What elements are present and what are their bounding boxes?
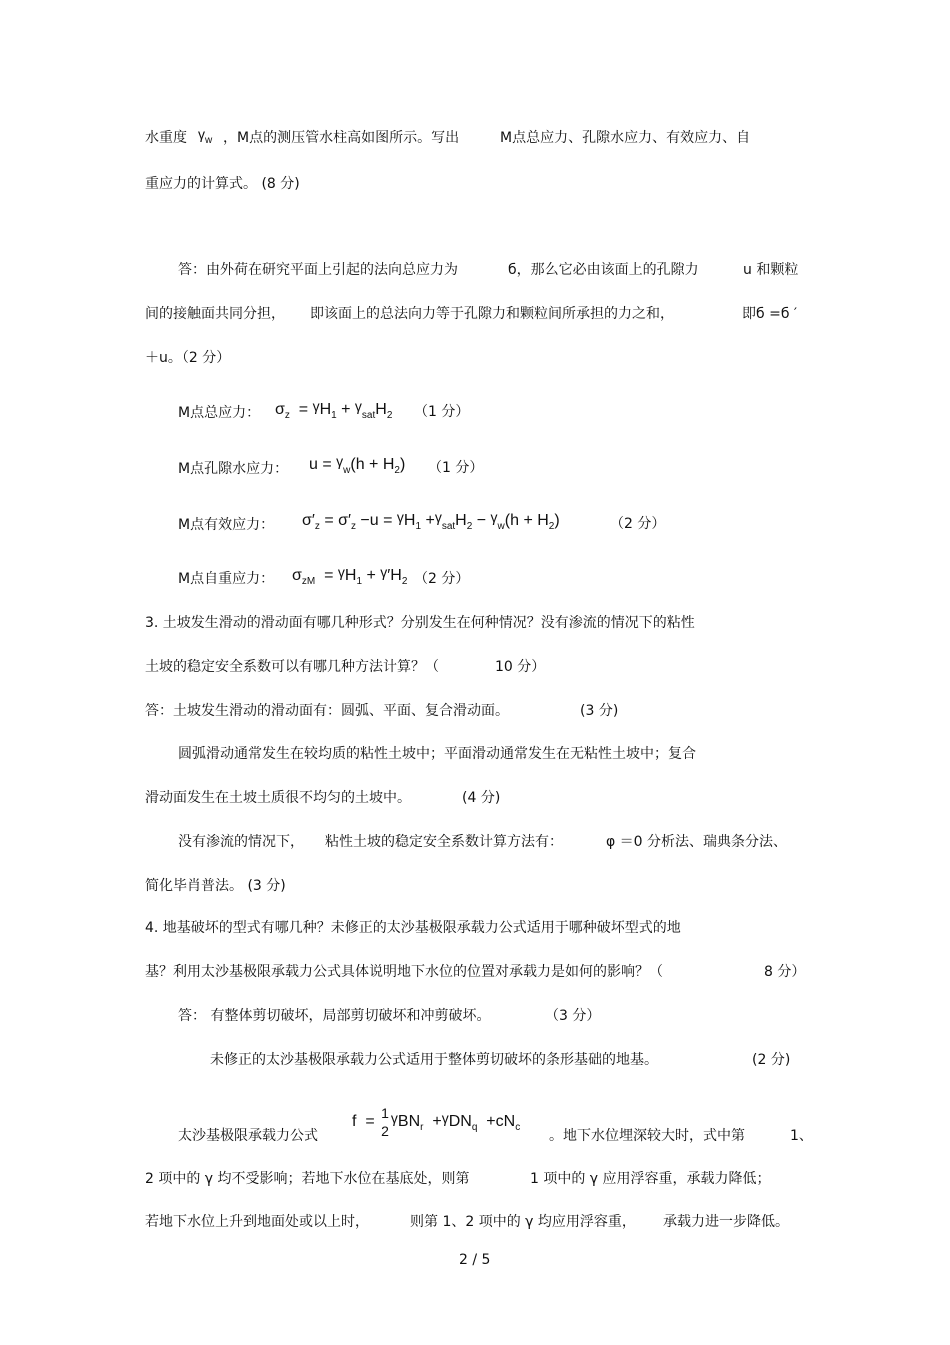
text-line: б，那么它必由该面上的孔隙力 (508, 262, 699, 278)
text-line: 重应力的计算式。 (8 分) (145, 176, 300, 192)
text-line: 答：由外荷在研究平面上引起的法向总应力为 (178, 262, 458, 278)
answer-line: 滑动面发生在土坡土质很不均匀的土坡中。 (145, 790, 411, 806)
answer-line: 简化毕肖普法。 (3 分) (145, 878, 286, 894)
question-line: 土坡的稳定安全系数可以有哪几种方法计算？（ (145, 659, 439, 675)
formula-terzaghi: f = 1 2 $^\gamma BN_r +^\gamma DN_q +cN_c$ (352, 1104, 521, 1139)
fraction-one-half: 1 2 (381, 1104, 389, 1139)
text-line (145, 128, 187, 148)
question-score: 10 分） (495, 659, 546, 675)
text-line: 即该面上的总法向力等于孔隙力和颗粒间所承担的力之和， (310, 306, 674, 322)
formula-label: M点总应力： (178, 405, 261, 421)
answer-line: 太沙基极限承载力公式 (178, 1128, 318, 1144)
formula-total-stress: $\sigma_z = ^\gamma H_1 + ^\gamma_{sat}H_2$ (275, 398, 393, 421)
formula-self-weight-stress: $\sigma_{zM} = ^\gamma H_1 + ^\gamma'H_2$ (292, 564, 408, 587)
text-fragment: ，M点的测压管水柱高如图所示。写出 (223, 130, 460, 146)
formula-score: （2 分） (610, 516, 666, 532)
answer-line: 1 项中的 γ 应用浮容重，承载力降低； (530, 1171, 771, 1187)
answer-score: （3 分） (545, 1008, 601, 1024)
answer-line: 答：土坡发生滑动的滑动面有：圆弧、平面、复合滑动面。 (145, 703, 509, 719)
answer-score: (2 分) (752, 1052, 791, 1068)
formula-label: M点有效应力： (178, 517, 275, 533)
answer-line: φ ＝0 分析法、瑞典条分法、 (606, 834, 788, 850)
answer-line: 2 项中的 γ 均不受影响；若地下水位在基底处，则第 (145, 1171, 470, 1187)
answer-line: 则第 1、2 项中的 γ 均应用浮容重， (410, 1214, 636, 1230)
formula-score: （2 分） (414, 571, 470, 587)
question-score: 8 分） (764, 964, 806, 980)
text-line: u 和颗粒 (743, 262, 799, 278)
formula-pore-pressure: $u = ^\gamma_w(h + H_2)$ (309, 453, 406, 476)
question-line: 3. 土坡发生滑动的滑动面有哪几种形式？分别发生在何种情况？没有渗流的情况下的粘性 (145, 615, 695, 631)
formula-label: M点自重应力： (178, 571, 275, 587)
text-line: 即б =б ′ (742, 306, 798, 322)
question-line: 基？利用太沙基极限承载力公式具体说明地下水位的位置对承载力是如何的影响？（ (145, 964, 663, 980)
answer-line: 未修正的太沙基极限承载力公式适用于整体剪切破坏的条形基础的地基。 (210, 1052, 658, 1068)
inline-formula: $\gamma_w$ (198, 126, 213, 146)
text-line (223, 128, 459, 148)
text-line (500, 128, 750, 148)
answer-line: 若地下水位上升到地面处或以上时， (145, 1214, 369, 1230)
answer-line: 粘性土坡的稳定安全系数计算方法有： (325, 834, 563, 850)
answer-line: 1、 (790, 1128, 813, 1144)
answer-score: (4 分) (462, 790, 501, 806)
text-fragment: 水重度 (145, 130, 187, 146)
formula-score: （1 分） (414, 404, 470, 420)
text-line: ＋u。（2 分） (145, 350, 231, 366)
formula-label: M点孔隙水应力： (178, 461, 289, 477)
formula-score: （1 分） (428, 460, 484, 476)
answer-score: (3 分) (580, 703, 619, 719)
answer-line: 。地下水位埋深较大时，式中第 (549, 1128, 745, 1144)
formula-effective-stress: $\sigma'_z = \sigma'_z -u = ^\gamma H_1 +^\gamma_{sat}H_2 - ^\gamma_w(h + H_2)$ (302, 509, 560, 532)
answer-line: 承载力进一步降低。 (663, 1214, 789, 1230)
text-line: 间的接触面共同分担， (145, 306, 285, 322)
answer-line: 答： 有整体剪切破坏，局部剪切破坏和冲剪破坏。 (178, 1008, 491, 1024)
answer-line: 没有渗流的情况下， (178, 834, 304, 850)
answer-line: 圆弧滑动通常发生在较均质的粘性土坡中；平面滑动通常发生在无粘性土坡中；复合 (178, 746, 696, 762)
page-number: 2 / 5 (459, 1252, 491, 1268)
question-line: 4. 地基破坏的型式有哪几种？未修正的太沙基极限承载力公式适用于哪种破坏型式的地 (145, 920, 681, 936)
text-fragment: M点总应力、孔隙水应力、有效应力、自 (500, 130, 751, 146)
